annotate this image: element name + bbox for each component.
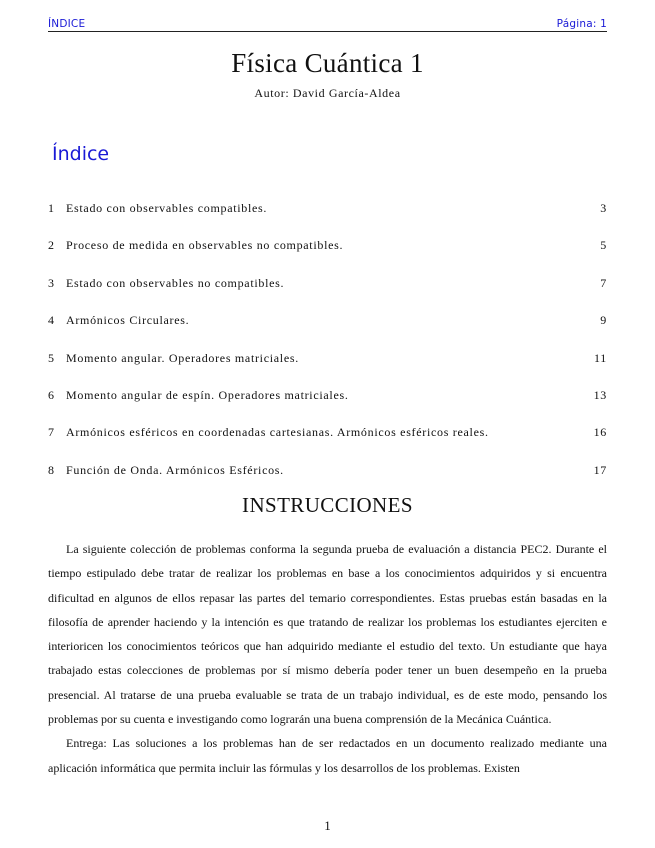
toc-entry-page: 9 [600,313,607,328]
toc-entry-title: Momento angular. Operadores matriciales. [66,350,299,365]
toc-entry[interactable] [48,276,607,313]
toc-entry[interactable] [48,351,607,388]
toc-entry-number: 7 [48,425,55,440]
toc-entry-title: Función de Onda. Armónicos Esféricos. [66,462,284,477]
toc-entry-page: 7 [600,275,607,290]
toc-entry-page: 3 [600,201,607,215]
running-header-page: Página: 1 [556,18,607,30]
toc-entry-title: Estado con observables no compatibles. [66,275,285,290]
toc-entry-title: Momento angular de espín. Operadores matriciales. [66,387,349,402]
running-header-section: ÍNDICE [48,18,86,30]
toc-entry-page: 13 [593,387,607,402]
paragraph: Entrega: Las soluciones a los problemas han de ser redactados en un documento realizado mediante una aplicación informática que permita incluir las fórmulas y los desarrollos de los problemas. Existen [48,736,607,775]
toc-entry-number: 5 [48,350,55,365]
toc-entry-page: 16 [593,425,607,440]
document-title: Física Cuántica 1 [231,48,424,78]
toc-entry-page: 11 [594,350,607,365]
toc-entry-number: 1 [48,201,55,215]
toc-entry-title: Armónicos Circulares. [66,313,190,328]
toc-entry-page: 17 [593,462,607,477]
table-of-contents [48,201,607,500]
toc-entry[interactable] [48,238,607,275]
running-header [48,16,607,30]
section-title: INSTRUCCIONES [242,493,413,517]
toc-entry-number: 8 [48,462,55,477]
toc-heading[interactable]: Índice [52,143,110,165]
document-author: Autor: David García-Aldea [254,86,401,100]
header-rule [48,31,607,32]
toc-entry-number: 2 [48,238,55,253]
toc-entry-page: 5 [600,238,607,253]
toc-entry-number: 3 [48,275,55,290]
instructions-body [48,537,607,780]
toc-entry-number: 4 [48,313,55,328]
toc-entry[interactable] [48,388,607,425]
toc-entry-title: Armónicos esféricos en coordenadas cartesianas. Armónicos esféricos reales. [66,425,489,440]
toc-entry-title: Estado con observables compatibles. [66,201,268,215]
toc-entry[interactable] [48,425,607,462]
toc-entry-title: Proceso de medida en observables no compatibles. [66,238,344,253]
toc-entry-number: 6 [48,387,55,402]
paragraph: La siguiente colección de problemas conforma la segunda prueba de evaluación a distancia PEC2. Durante el tiempo estipulado debe tratar de realizar los problemas en base a los conocimientos adquiridos y si encuentra dificultad en algunos de ellos repasar las partes del temario correspondientes. Estas pruebas están basadas en la filosofía de aprender haciendo y la intención es que tratando de realizar los problemas los estudiantes ejerciten e interioricen los conocimientos teóricos que han adquirido mediante el estudio del texto. Un estudiante que haya trabajado estas colecciones de problemas por sí mismo debería poder tener un buen desempeño en la prueba presencial. Al tratarse de una prueba evaluable se trata de un trabajo individual, es de este modo, pensando los problemas por su cuenta e investigando como lograrán una buena comprensión de la Mecánica Cuántica. [48,542,607,727]
page-number: 1 [324,818,331,833]
toc-entry[interactable] [48,201,607,238]
toc-entry[interactable] [48,313,607,350]
